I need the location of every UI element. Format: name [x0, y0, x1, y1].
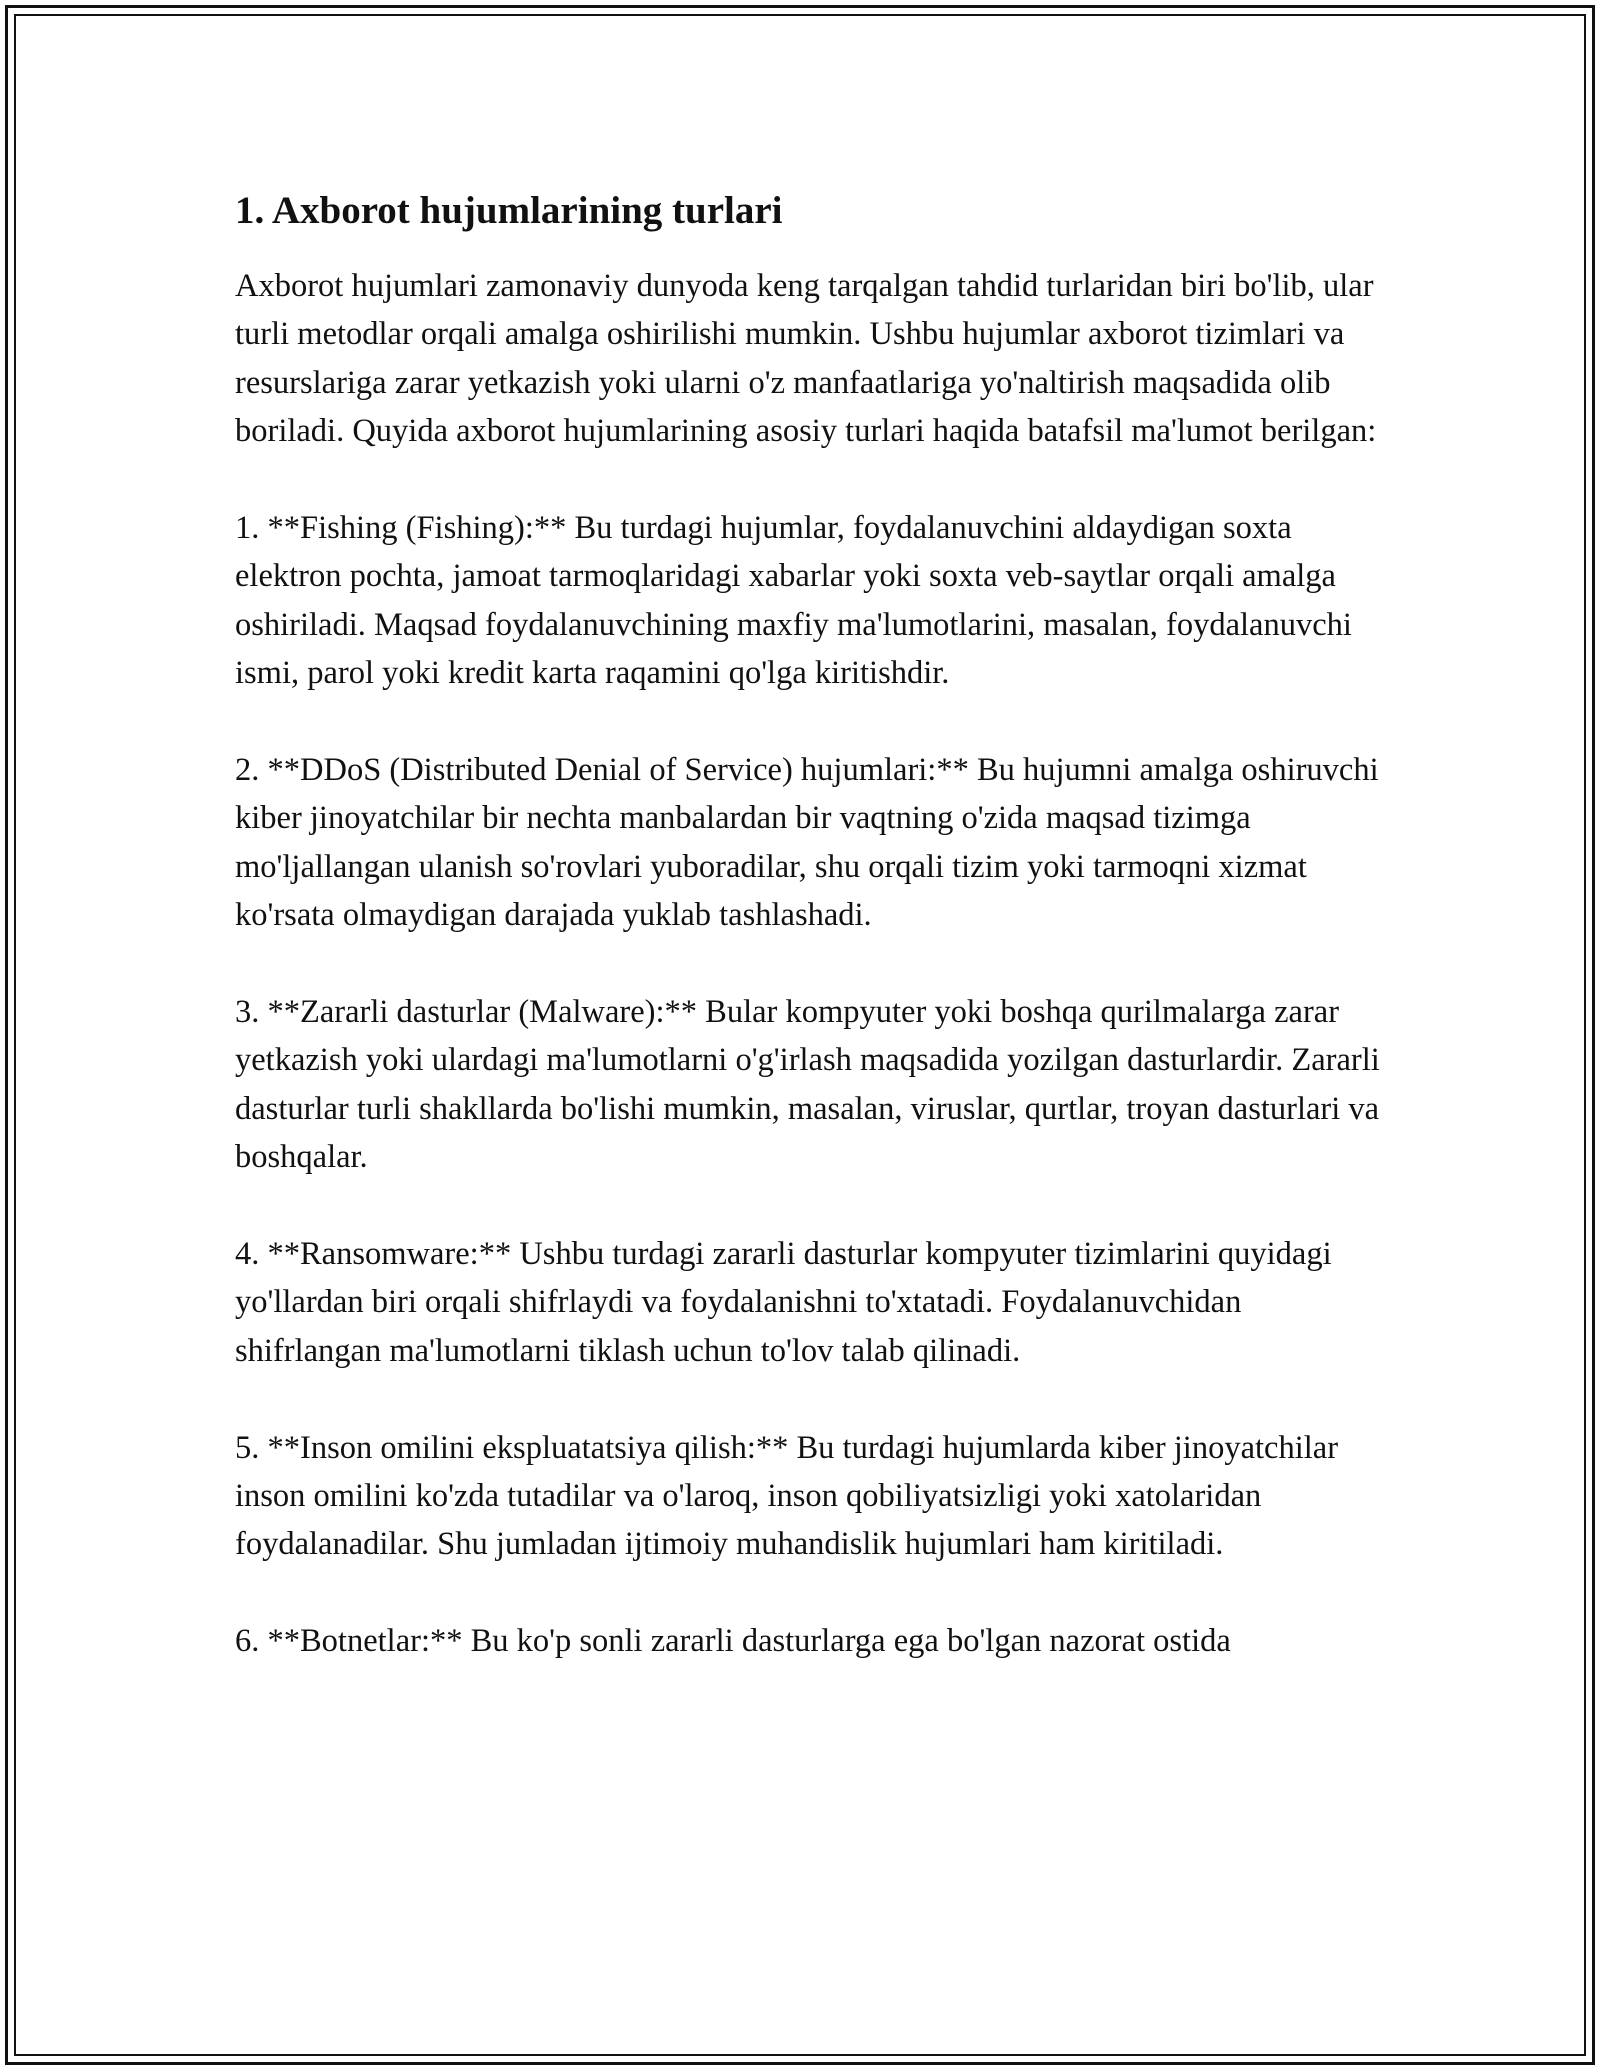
list-item-ransomware: 4. **Ransomware:** Ushbu turdagi zararli dasturlar kompyuter tizimlarini quyidagi yo'llardan biri orqali shifrlaydi va foydalanishni to'xtatadi. Foydalanuvchidan shifrlangan ma'lumotlarni tiklash uchun to'lov talab qilinadi. [235, 1236, 1332, 1369]
list-item-malware: 3. **Zararli dasturlar (Malware):** Bular kompyuter yoki boshqa qurilmalarga zarar yetkazish yoki ulardagi ma'lumotlarni o'g'irlash maqsadida yozilgan dasturlardir. Zararli dasturlar turli shakllarda bo'lishi mumkin, masalan, viruslar, qurtlar, troyan dasturlari va boshqalar. [235, 994, 1380, 1176]
list-item-fishing: 1. **Fishing (Fishing):** Bu turdagi hujumlar, foydalanuvchini aldaydigan soxta elektron pochta, jamoat tarmoqlaridagi xabarlar yoki soxta veb-saytlar orqali amalga oshiriladi. Maqsad foydalanuvchining maxfiy ma'lumotlarini, masalan, foydalanuvchi ismi, parol yoki kredit karta raqamini qo'lga kiritishdir. [235, 510, 1352, 692]
list-item-ddos: 2. **DDoS (Distributed Denial of Service) hujumlari:** Bu hujumni amalga oshiruvchi kiber jinoyatchilar bir nechta manbalardan bir vaqtning o'zida maqsad tizimga mo'ljallangan ulanish so'rovlari yuboradilar, shu orqali tizim yoki tarmoqni xizmat ko'rsata olmaydigan darajada yuklab tashlashadi. [235, 752, 1379, 934]
list-item-human-factor: 5. **Inson omilini ekspluatatsiya qilish:** Bu turdagi hujumlarda kiber jinoyatchilar inson omilini ko'zda tutadilar va o'laroq, inson qobiliyatsizligi yoki xatolaridan foydalanadilar. Shu jumladan ijtimoiy muhandislik hujumlari ham kiritiladi. [235, 1429, 1339, 1563]
intro-paragraph: Axborot hujumlari zamonaviy dunyoda keng tarqalgan tahdid turlaridan biri bo'lib, ular turli metodlar orqali amalga oshirilishi mumkin. Ushbu hujumlar axborot tizimlari va resurslariga zarar yetkazish yoki ularni o'z manfaatlariga yo'naltirish maqsadida olib boriladi. Quyida axborot hujumlarining asosiy turlari haqida batafsil ma'lumot berilgan: [235, 268, 1377, 450]
document-body [235, 185, 1385, 1666]
list-item-botnets: 6. **Botnetlar:** Bu ko'p sonli zararli dasturlarga ega bo'lgan nazorat ostida [235, 1623, 1231, 1660]
document-title: 1. Axborot hujumlarining turlari [235, 189, 783, 232]
